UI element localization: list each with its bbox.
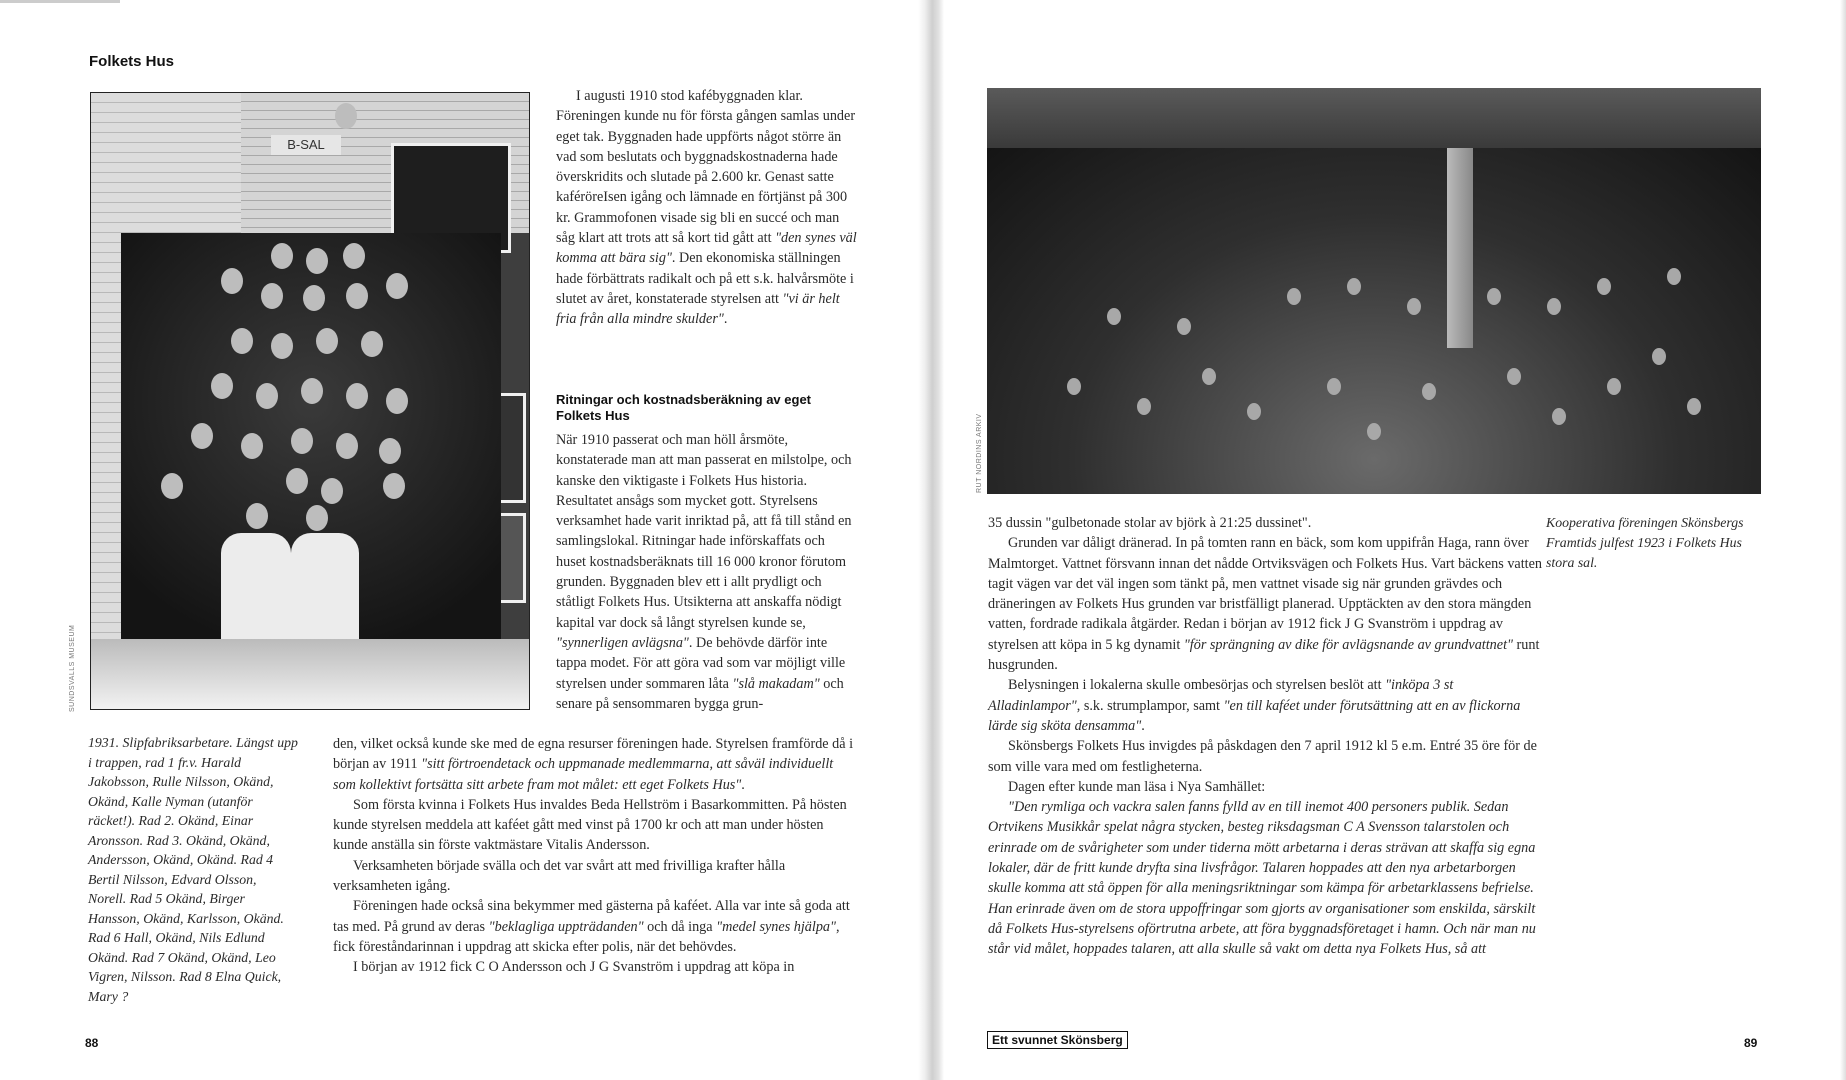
- person-face: [316, 328, 338, 354]
- book-title-footer: Ett svunnet Skönsberg: [987, 1031, 1128, 1049]
- paragraph: den, vilket också kunde ske med de egna resurser föreningen hade. Styrelsen framförde då i början av 1911 "sitt förtroendetack och uppmanade medlemmarna, att såväl individuellt som kollektivt fortsätta sitt arbete fram mot målet: ett eget Folkets Hus".: [333, 736, 854, 793]
- person-face: [306, 505, 328, 531]
- person-face: [301, 378, 323, 404]
- text-column-bottom: [333, 734, 858, 978]
- paragraph: Dagen efter kunde man läsa i Nya Samhället:: [1008, 778, 1266, 795]
- person-face: [286, 468, 308, 494]
- book-gutter: [918, 0, 944, 1080]
- building-sign: B-SAL: [271, 135, 341, 155]
- person-face: [1507, 368, 1521, 385]
- paragraph: Grunden var dåligt dränerad. In på tomten rann en bäck, som kom uppifrån Haga, rann över Malmtorget. Vattnet försvann innan det nådde Ortviksvägen och Folkets Hus. Vart bäckens vatten tagit vägen var det väl ingen som tänkt på, men vattnet visade sig när grunden grävdes och dräneringen av Folkets Hus grunden var bristfälligt planerad. Upptäckten av den stora mängden vatten, fordrade radikala åtgärder. Redan i början av 1912 fick J G Svanström i uppdrag av styrelsen att köpa in 5 kg dynamit "för sprängning av dike för avlägsnande av grundvattnet" runt husgrunden.: [988, 535, 1542, 674]
- paragraph: I augusti 1910 stod kafébyggnaden klar. Föreningen kunde nu för första gången samlas under eget tak. Byggnaden hade uppförts något större än vad som beslutats och byggnadskostnaderna hade överskridits och slutade på 2.600 kr. Genast satte kaféröreIsen igång och lämnade en förtjänst på 300 kr. Grammofonen visade sig bli en succé och man såg klart att trots att så kort tid gått att "den synes väl komma att bära sig". Den ekonomiska ställningen hade förbättrats radikalt och på ett s.k. halvårsmöte i slutet av året, konstaterade styrelsen att "vi är helt fria från alla mindre skulder".: [556, 88, 857, 328]
- person-face: [1687, 398, 1701, 415]
- paragraph: Föreningen hade också sina bekymmer med gästerna på kaféet. Alla var inte så goda att tas med. På grund av deras "beklagliga uppträdanden" och då inga "medel synes hjälpa", fick föreståndarinnan i uppdrag att skicka efter polis, när det behövdes.: [333, 898, 850, 955]
- photo-caption: 1931. Slipfabriksarbetare. Längst upp i trappen, rad 1 fr.v. Harald Jakobsson, Rulle Nilsson, Okänd, Okänd, Kalle Nyman (utanför räcket!). Rad 2. Okänd, Einar Aronsson. Rad 3. Okänd, Okänd, Andersson, Okänd, Okänd. Rad 4 Bertil Nilsson, Edvard Olsson, Norell. Rad 5 Okänd, Birger Hansson, Okänd, Karlsson, Okänd. Rad 6 Hall, Okänd, Nils Edlund Okänd. Rad 7 Okänd, Okänd, Leo Vigren, Nilsson. Rad 8 Elna Quick, Mary ?: [88, 735, 298, 1004]
- paragraph: Verksamheten började svälla och det var svårt att med frivilliga krafter hålla verksamheten igång.: [333, 857, 786, 895]
- hall-audience: [987, 148, 1761, 494]
- person-face: [221, 268, 243, 294]
- person-face: [346, 283, 368, 309]
- page-edge: [1840, 0, 1846, 1080]
- person-face: [336, 433, 358, 459]
- julfest-hall-photo: [987, 88, 1761, 494]
- person-face: [303, 285, 325, 311]
- person-face: [306, 248, 328, 274]
- page-number: 89: [1744, 1036, 1758, 1050]
- person-face: [211, 373, 233, 399]
- section-title: Folkets Hus: [89, 53, 175, 70]
- person-face: [1547, 298, 1561, 315]
- text-column-top: [556, 86, 858, 330]
- photo-credit: RUT NORDINS ARKIV: [976, 413, 983, 493]
- text-column-right: [988, 513, 1542, 960]
- person-face: [1652, 348, 1666, 365]
- photo-caption: Kooperativa föreningen Skönsbergs Framtids julfest 1923 i Folkets Hus stora sal.: [1546, 515, 1744, 570]
- paragraph: Skönsbergs Folkets Hus invigdes på påskdagen den 7 april 1912 kl 5 e.m. Entré 35 öre för de som ville vara med om festligheterna.: [988, 738, 1537, 775]
- paragraph: När 1910 passerat och man höll årsmöte, konstaterade man att man passerat en milstolpe, och kanske den viktigaste i Folkets Hus historia. Resultatet ansågs som mycket gott. Styrelsens verksamhet hade varit inriktad på, att få till stånd en samlingslokal. Ritningar hade införskaffats och huset kostnadsberäknats till 16 000 kronor förutom grunden. Byggnaden blev ett i allt prydligt och ståtligt Folkets Hus. Utsikterna att anskaffa nödigt kapital var dock så långt styrelsen kunde se, "synnerligen avlägsna". De behövde därför inte tappa modet. För att göra vad som var möjligt ville styrelsen under sommaren låta "slå makadam" och senare på sensommaren bygga grun-: [556, 432, 852, 712]
- person-face: [1607, 378, 1621, 395]
- workers-group-photo: [90, 92, 530, 710]
- person-face: [246, 503, 268, 529]
- subheading: Ritningar och kostnadsberäkning av eget Folkets Hus: [556, 392, 811, 423]
- hall-pillar: [1447, 148, 1473, 348]
- text-column-middle: [556, 430, 858, 714]
- person-face: [321, 478, 343, 504]
- person-face: [383, 473, 405, 499]
- person-face: [343, 243, 365, 269]
- paragraph: Belysningen i lokalerna skulle ombesörjas och styrelsen beslöt att "inköpa 3 st Alladinlampor", s.k. strumplampor, samt "en till kaféet under förutsättning att en av flickorna lärde sig sköta densamma".: [988, 677, 1521, 734]
- person-face: [1487, 288, 1501, 305]
- person-face: [191, 423, 213, 449]
- paragraph: I början av 1912 fick C O Andersson och J G Svanström i uppdrag att köpa in: [353, 959, 795, 976]
- person-face: [161, 473, 183, 499]
- person-face: [1327, 378, 1341, 395]
- photo-credit: SUNDSVALLS MUSEUM: [69, 624, 76, 712]
- person-face: [1552, 408, 1566, 425]
- page-number: 88: [85, 1036, 99, 1050]
- person-face: [256, 383, 278, 409]
- person-face: [386, 388, 408, 414]
- person-face: [291, 428, 313, 454]
- person-face: [1137, 398, 1151, 415]
- person-face: [271, 333, 293, 359]
- person-face: [231, 328, 253, 354]
- person-face: [1347, 278, 1361, 295]
- person-face: [361, 331, 383, 357]
- person-face: [1597, 278, 1611, 295]
- person-face: [1367, 423, 1381, 440]
- person-face: [386, 273, 408, 299]
- paragraph: 35 dussin "gulbetonade stolar av björk à 21:25 dussinet".: [988, 515, 1312, 531]
- person-face: [1422, 383, 1436, 400]
- person-face: [346, 383, 368, 409]
- person-face: [1202, 368, 1216, 385]
- person-face: [1067, 378, 1081, 395]
- person-face: [271, 243, 293, 269]
- paragraph: Som första kvinna i Folkets Hus invaldes Beda Hellström i Basarkommitten. På hösten kunde styrelsen meddela att kaféet gått med vinst på 1700 kr och att man under hösten kunde anställa sin förste vaktmästare Vitalis Andersson.: [333, 796, 847, 854]
- top-edge-mark: [0, 0, 120, 3]
- group-of-workers: [121, 233, 501, 653]
- person-face: [1667, 268, 1681, 285]
- person-face: [335, 103, 357, 129]
- person-face: [1287, 288, 1301, 305]
- person-face: [1177, 318, 1191, 335]
- quoted-paragraph: "Den rymliga och vackra salen fanns fylld av en till inemot 400 personers publik. Sedan Ortvikens Musikkår spelat några stycken, besteg riksdagsman C A Svensson talarstolen och erinrade om de svårigheter som under tiderna mött arbetarna i deras strävan att skaffa sig egna lokaler, där de fritt kunde dryfta sina livsfrågor. Talaren hoppades att den nya arbetarborgen skulle komma att stå öppen för alla meningsriktningar som kämpa för arbetarklassens befrielse. Han erinrade även om de stora uppoffringar som gjorts av organisationer som enskilda, särskilt då Folkets Hus-styrelsens oförtrutna arbete, att föra byggnadsföretaget i hamn. Och när man nu står vid målet, hoppades talaren, att alla skulle så vakt om detta nya Folkets Hus, så att: [988, 799, 1536, 958]
- person-face: [1407, 298, 1421, 315]
- snowy-ground: [91, 639, 529, 709]
- person-face: [1247, 403, 1261, 420]
- person-face: [1107, 308, 1121, 325]
- person-face: [241, 433, 263, 459]
- person-face: [379, 438, 401, 464]
- person-face: [261, 283, 283, 309]
